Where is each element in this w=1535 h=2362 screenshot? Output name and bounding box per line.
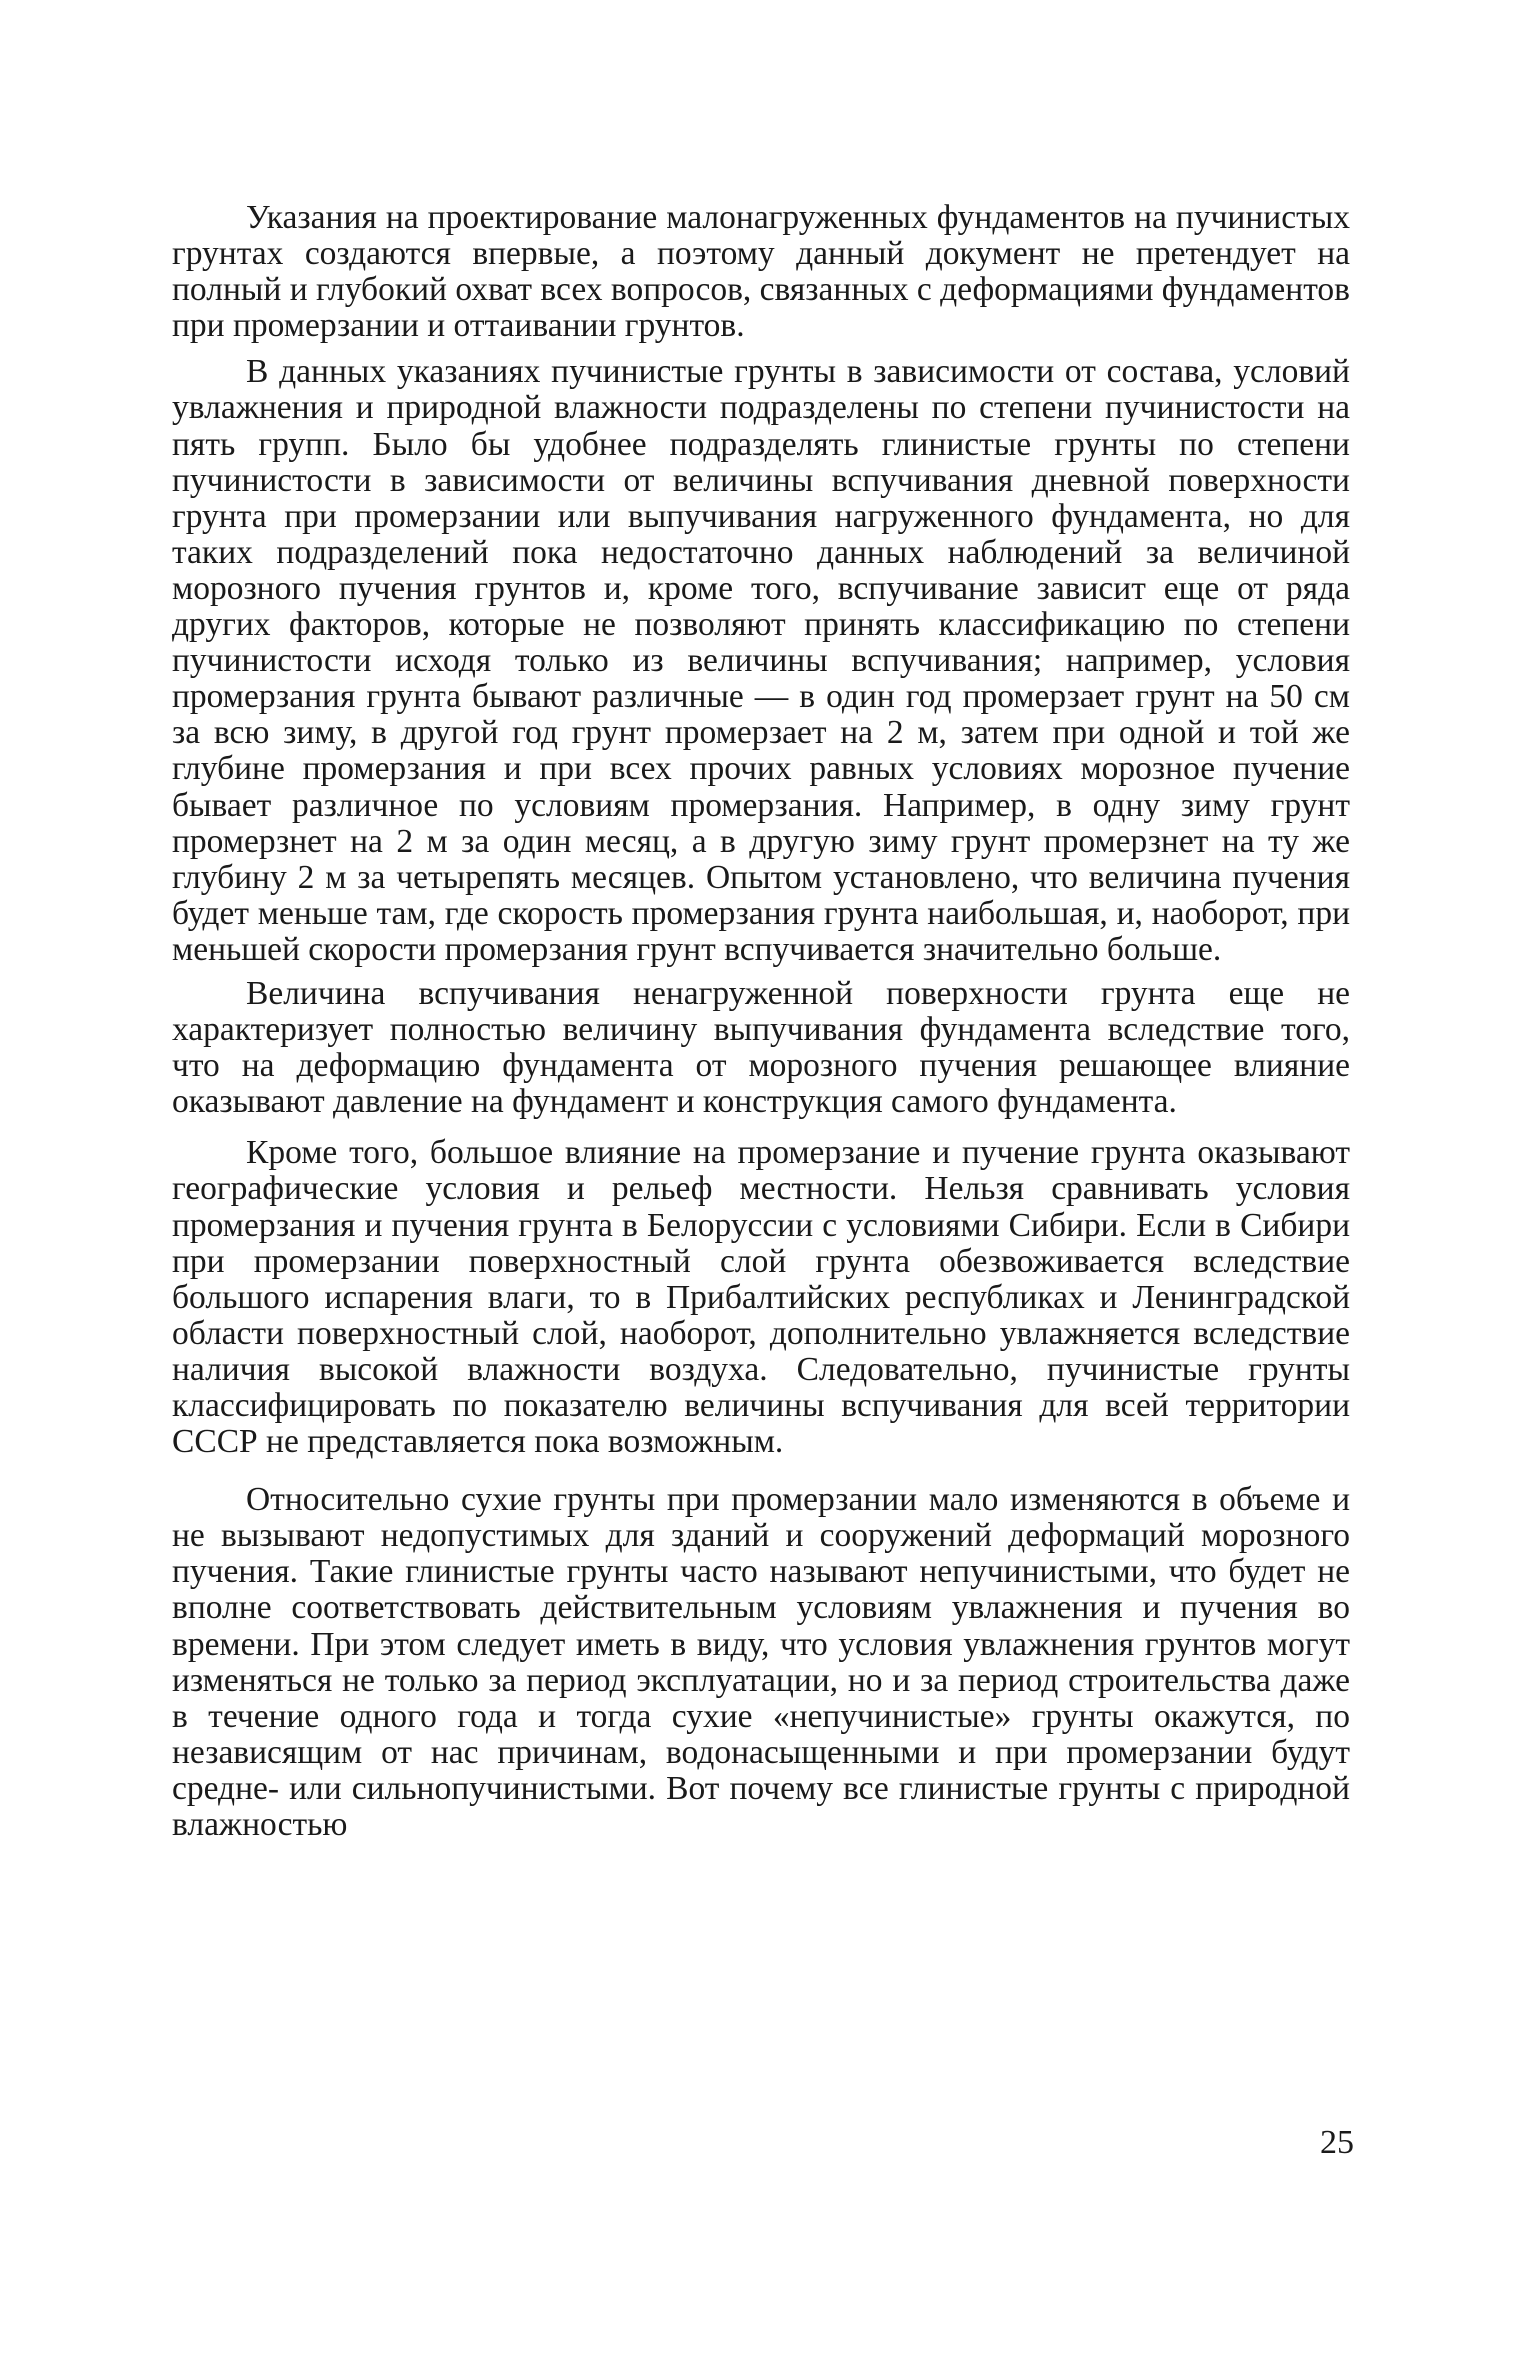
- page-number: 25: [1320, 2124, 1354, 2161]
- paragraph-1: Указания на проектирование малонагруженных фундаментов на пучинистых грунтах создаются впервые, а поэтому данный документ не претендует на полный и глубокий охват всех вопросов, связанных с деформациями фундаментов при промерзании и оттаивании грунтов.: [172, 199, 1350, 345]
- page-body: [172, 200, 1350, 1843]
- paragraph-5: Относительно сухие грунты при промерзании мало изменяются в объеме и не вызывают недопустимых для зданий и сооружений деформаций морозного пучения. Такие глинистые грунты часто называют непучинистыми, что будет не вполне соответствовать действительным условиям увлажнения и пучения во времени. При этом следует иметь в виду, что условия увлажнения грунтов могут изменяться не только за период эксплуатации, но и за период строительства даже в течение одного года и тогда сухие «непучинистые» грунты окажутся, по независящим от нас причинам, водонасыщенными и при промерзании будут средне- или сильнопучинистыми. Вот почему все глинистые грунты с природной влажностью: [172, 1481, 1350, 1844]
- paragraph-3: Величина вспучивания ненагруженной поверхности грунта еще не характеризует полностью величину выпучивания фундамента вследствие того, что на деформацию фундамента от морозного пучения решающее влияние оказывают давление на фундамент и конструкция самого фундамента.: [172, 974, 1350, 1121]
- paragraph-4: Кроме того, большое влияние на промерзание и пучение грунта оказывают географические условия и рельеф местности. Нельзя сравнивать условия промерзания и пучения грунта в Белоруссии с условиями Сибири. Если в Сибири при промерзании поверхностный слой грунта обезвоживается вследствие большого испарения влаги, то в Прибалтийских республиках и Ленинградской области поверхностный слой, наоборот, дополнительно увлажняется вследствие наличия высокой влажности воздуха. Следовательно, пучинистые грунты классифицировать по показателю величины вспучивания для всей территории СССР не представляется пока возможным.: [172, 1134, 1350, 1461]
- paragraph-2: В данных указаниях пучинистые грунты в зависимости от состава, условий увлажнения и природной влажности подразделены по степени пучинистости на пять групп. Было бы удобнее подразделять глинистые грунты по степени пучинистости в зависимости от величины вспучивания дневной поверхности грунта при промерзании или выпучивания нагруженного фундамента, но для таких подразделений пока недостаточно данных наблюдений за величиной морозного пучения грунтов и, кроме того, вспучивание зависит еще от ряда других факторов, которые не позволяют принять классификацию по степени пучинистости исходя только из величины вспучивания; например, условия промерзания грунта бывают различные — в один год промерзает грунт на 50 см за всю зиму, в другой год грунт промерзает на 2 м, затем при одной и той же глубине промерзания и при всех прочих равных условиях морозное пучение бывает различное по условиям промерзания. Например, в одну зиму грунт промерзнет на 2 м за один месяц, а в другую зиму грунт промерзнет на ту же глубину 2 м за четырепять месяцев. Опытом установлено, что величина пучения будет меньше там, где скорость промерзания грунта наибольшая, и, наоборот, при меньшей скорости промерзания грунт вспучивается значительно больше.: [172, 353, 1350, 968]
